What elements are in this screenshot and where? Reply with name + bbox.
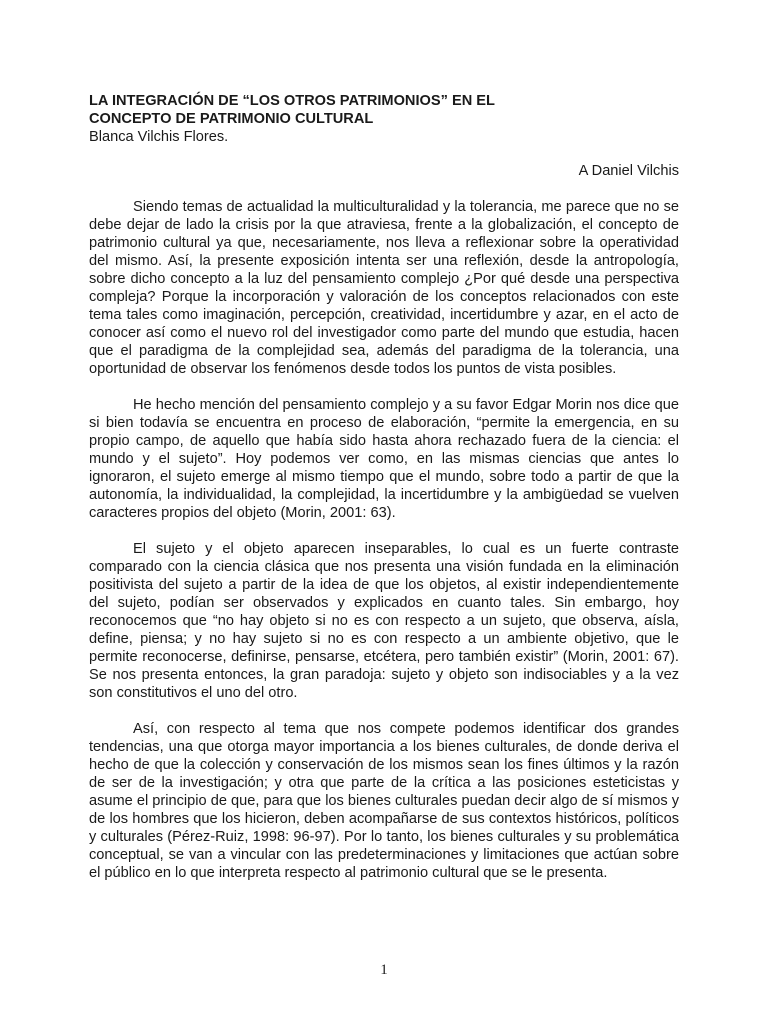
document-title-line-2: CONCEPTO DE PATRIMONIO CULTURAL <box>89 111 374 127</box>
paragraph-1: Siendo temas de actualidad la multiculturalidad y la tolerancia, me parece que no se debe dejar de lado la crisis por la que atraviesa, frente a la globalización, el concepto de patrimonio cultural ya que, necesariamente, nos lleva a reflexionar sobre la operatividad del mismo. Así, la presente exposición intenta ser una reflexión, desde la antropología, sobre dicho concepto a la luz del pensamiento complejo ¿Por qué desde una perspectiva compleja? Porque la incorporación y valoración de los conceptos relacionados con este tema tales como imaginación, percepción, creatividad, incertidumbre y azar, en el acto de conocer así como el nuevo rol del investigador como parte del mundo que estudia, hacen que el paradigma de la complejidad sea, además del paradigma de la tolerancia, una oportunidad de observar los fenómenos desde todos los puntos de vista posibles. <box>89 199 679 377</box>
paragraph-3: El sujeto y el objeto aparecen inseparables, lo cual es un fuerte contraste comparado con la ciencia clásica que nos presenta una visión fundada en la eliminación positivista del sujeto a partir de la idea de que los objetos, al existir independientemente del sujeto, podían ser observados y explicados en cuanto tales. Sin embargo, hoy reconocemos que “no hay objeto si no es con respecto a un sujeto, que observa, aísla, define, piensa; y no hay sujeto si no es con respecto a un ambiente objetivo, que le permite reconocerse, definirse, pensarse, etcétera, pero también existir” (Morin, 2001: 67). Se nos presenta entonces, la gran paradoja: sujeto y objeto son indisociables y a la vez son constitutivos el uno del otro. <box>89 541 679 701</box>
page-number: 1 <box>380 962 388 978</box>
dedication: A Daniel Vilchis <box>578 163 679 179</box>
author-name: Blanca Vilchis Flores. <box>89 129 229 145</box>
document-title-line-1: LA INTEGRACIÓN DE “LOS OTROS PATRIMONIOS” EN EL <box>89 93 495 109</box>
paragraph-4: Así, con respecto al tema que nos compete podemos identificar dos grandes tendencias, una que otorga mayor importancia a los bienes culturales, de donde deriva el hecho de que la colección y conservación de los mismos sean los fines últimos y la razón de ser de la investigación; y otra que parte de la crítica a las posiciones esteticistas y asume el principio de que, para que los bienes culturales puedan decir algo de sí mismos y de los hombres que los hicieron, deben acompañarse de sus contextos históricos, políticos y culturales (Pérez-Ruiz, 1998: 96-97). Por lo tanto, los bienes culturales y su problemática conceptual, se van a vincular con las predeterminaciones y limitaciones que actúan sobre el público en lo que interpreta respecto al patrimonio cultural que se le presenta. <box>89 721 679 881</box>
document-body <box>89 92 679 882</box>
paragraph-2: He hecho mención del pensamiento complejo y a su favor Edgar Morin nos dice que si bien todavía se encuentra en proceso de elaboración, “permite la emergencia, en su propio campo, de aquello que había sido hasta ahora rechazado fuera de la ciencia: el mundo y el sujeto”. Hoy podemos ver como, en las mismas ciencias que antes lo ignoraron, el sujeto emerge al mismo tiempo que el mundo, sobre todo a partir de que la autonomía, la individualidad, la complejidad, la incertidumbre y la ambigüedad se vuelven caracteres propios del objeto (Morin, 2001: 63). <box>89 397 679 521</box>
